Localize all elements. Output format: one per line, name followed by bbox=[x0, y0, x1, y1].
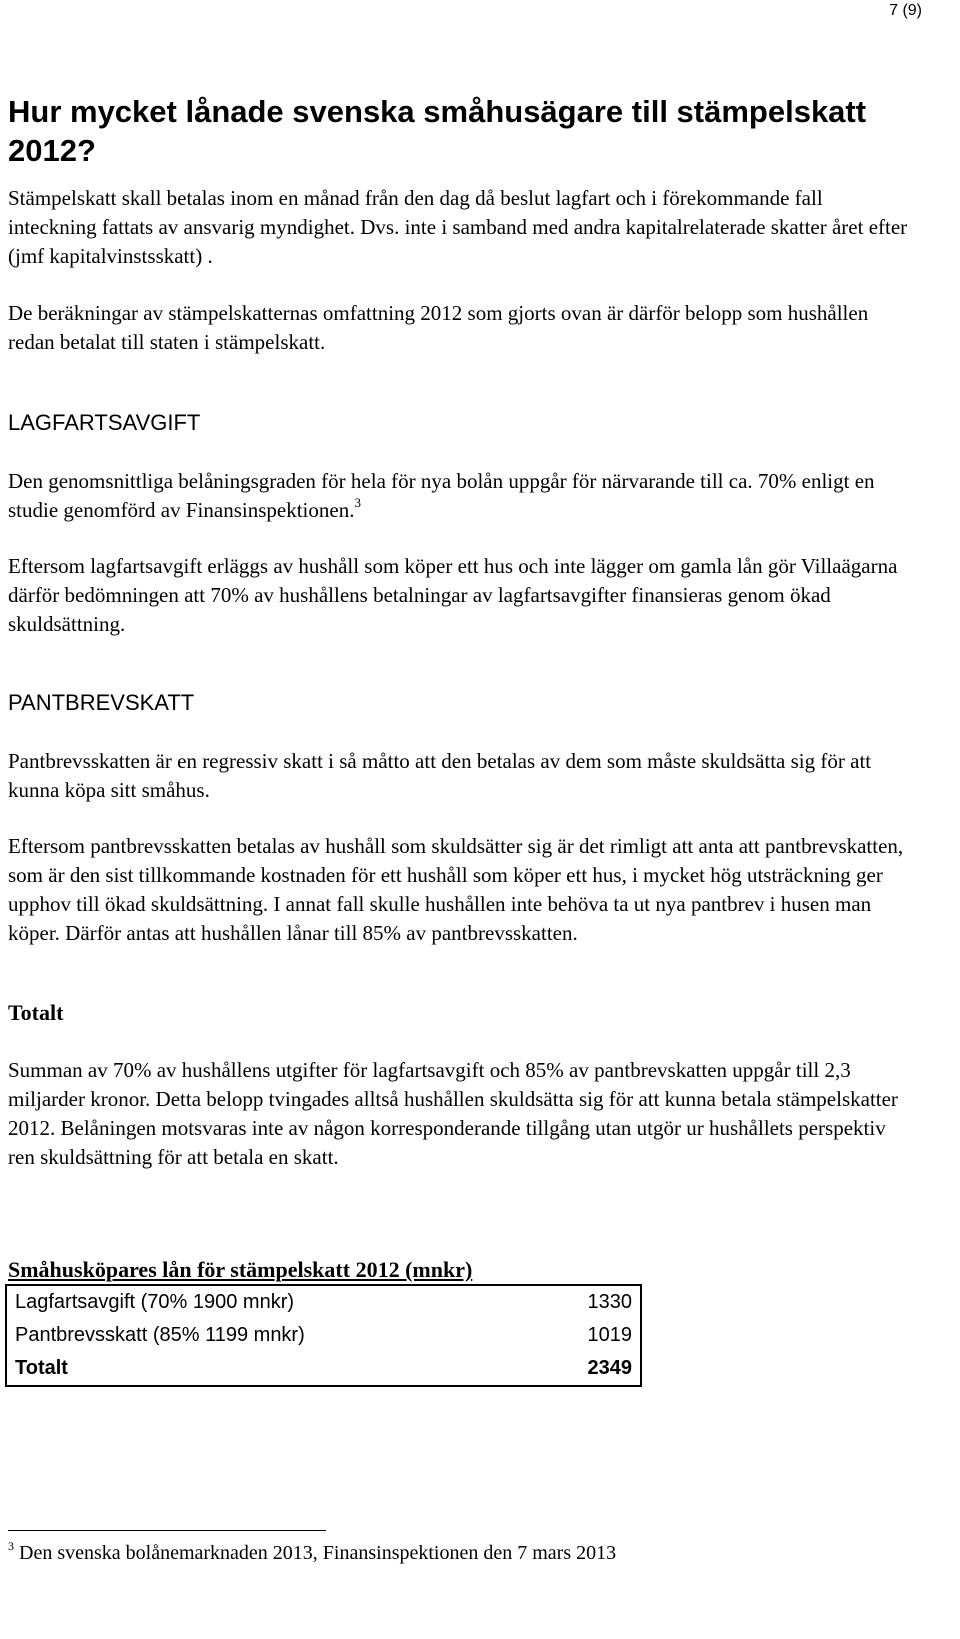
table-cell-label: Totalt bbox=[15, 1357, 68, 1379]
footnote-marker: 3 bbox=[8, 1539, 14, 1553]
table-row bbox=[6, 1319, 641, 1352]
section-heading-totalt: Totalt bbox=[8, 1000, 64, 1025]
totalt-paragraph: Summan av 70% av hushållens utgifter för lagfartsavgift och 85% av pantbrevskatten uppgår till 2,3 miljarder kronor. Detta belopp tvingades alltså hushållen skuldsätta sig för att kunna betala stämpelskatter 2012. Belåningen motsvaras inte av någon korresponderande tillgång utan utgör ur hushållets perspektiv ren skuldsättning för att betala en skatt. bbox=[8, 1058, 898, 1169]
footnote bbox=[8, 1539, 617, 1565]
section-heading-lagfartsavgift: LAGFARTSAVGIFT bbox=[8, 410, 201, 435]
summary-table bbox=[5, 1284, 642, 1387]
intro-paragraph-1: Stämpelskatt skall betalas inom en månad från den dag då beslut lagfart och i förekommande fall inteckning fattats av ansvarig myndighet. Dvs. inte i samband med andra kapitalrelaterade skatter året efter (jmf kapitalvinstsskatt) . bbox=[8, 186, 908, 268]
page-number: 7 (9) bbox=[889, 2, 922, 19]
intro-paragraph-2: De beräkningar av stämpelskatternas omfattning 2012 som gjorts ovan är därför belopp som hushållen redan betalat till staten i stämpelskatt. bbox=[8, 301, 869, 354]
table-cell-value: 1019 bbox=[587, 1324, 632, 1346]
table-cell-label: Lagfartsavgift (70% 1900 mnkr) bbox=[15, 1291, 295, 1313]
footnote-text: Den svenska bolånemarknaden 2013, Finansinspektionen den 7 mars 2013 bbox=[14, 1542, 617, 1564]
lagfart-paragraph-1-text: Den genomsnittliga belåningsgraden för hela för nya bolån uppgår för närvarande till ca. 70% enligt en studie genomförd av Finansinspektionen. bbox=[8, 469, 875, 522]
table-cell-label: Pantbrevsskatt (85% 1199 mnkr) bbox=[15, 1324, 305, 1346]
pantbrev-paragraph-2: Eftersom pantbrevsskatten betalas av hushåll som skuldsätter sig är det rimligt att anta att pantbrevskatten, som är den sist tillkommande kostnaden för ett hushåll som köper ett hus, i mycket hög utsträckning ger upphov till ökad skuldsättning. I annat fall skulle hushållen inte behöva ta ut nya pantbrev i husen man köper. Därför antas att hushållen lånar till 85% av pantbrevsskatten. bbox=[8, 834, 904, 945]
footnote-ref: 3 bbox=[354, 495, 361, 510]
table-cell-value: 1330 bbox=[587, 1291, 632, 1313]
section-heading-pantbrevskatt: PANTBREVSKATT bbox=[8, 690, 195, 715]
pantbrev-paragraph-1: Pantbrevsskatten är en regressiv skatt i så måtto att den betalas av dem som måste skuldsätta sig för att kunna köpa sitt småhus. bbox=[8, 749, 872, 802]
table-row-total bbox=[6, 1352, 641, 1386]
lagfart-paragraph-2: Eftersom lagfartsavgift erläggs av hushåll som köper ett hus och inte lägger om gamla lån gör Villaägarna därför bedömningen att 70% av hushållens betalningar av lagfartsavgifter finansieras genom ökad skuldsättning. bbox=[8, 554, 898, 636]
page-title: Hur mycket lånade svenska småhusägare till stämpelskatt 2012? bbox=[8, 94, 867, 168]
table-row bbox=[6, 1285, 641, 1319]
table-cell-value: 2349 bbox=[587, 1357, 632, 1379]
footnote-divider bbox=[8, 1530, 326, 1531]
table-caption: Småhusköpares lån för stämpelskatt 2012 (mnkr) bbox=[8, 1257, 473, 1282]
lagfart-paragraph-1 bbox=[8, 467, 908, 525]
